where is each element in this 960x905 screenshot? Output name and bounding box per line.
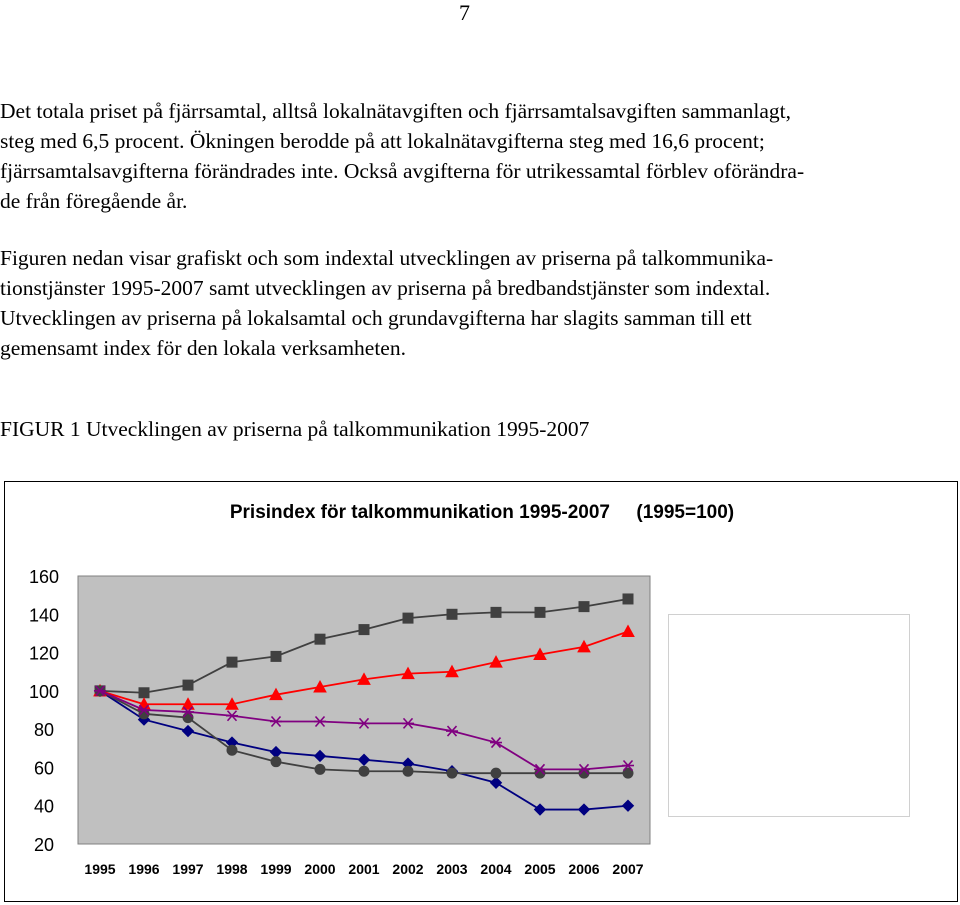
data-point bbox=[359, 625, 369, 635]
paragraph-line: Det totala priset på fjärrsamtal, alltså lokalnätavgiften och fjärrsamtalsavgiften sammanlagt, bbox=[0, 99, 792, 123]
data-point bbox=[403, 766, 413, 776]
data-point bbox=[183, 713, 193, 723]
paragraph-line: Figuren nedan visar grafiskt och som indextal utvecklingen av priserna på talkommunika- bbox=[0, 246, 774, 270]
x-tick-label: 2000 bbox=[304, 861, 336, 877]
data-point bbox=[491, 607, 501, 617]
data-point bbox=[623, 594, 633, 604]
y-tick-label: 140 bbox=[28, 605, 60, 626]
y-tick-label: 60 bbox=[33, 758, 55, 779]
y-tick-label: 160 bbox=[28, 567, 60, 587]
data-point bbox=[403, 613, 413, 623]
data-point bbox=[579, 602, 589, 612]
paragraph-line: de från föregående år. bbox=[0, 189, 188, 213]
data-point bbox=[227, 745, 237, 755]
data-point bbox=[139, 688, 149, 698]
data-point bbox=[491, 768, 501, 778]
data-point bbox=[535, 607, 545, 617]
paragraph-line: fjärrsamtalsavgifterna förändrades inte. Också avgifterna för utrikessamtal förblev oförändra- bbox=[0, 159, 805, 183]
data-point bbox=[447, 768, 457, 778]
paragraph-line: Utvecklingen av priserna på lokalsamtal och grundavgifterna har slagits samman till ett bbox=[0, 306, 752, 330]
data-point bbox=[271, 757, 281, 767]
y-tick-label: 20 bbox=[33, 835, 55, 855]
y-tick-label: 80 bbox=[33, 720, 55, 741]
data-point bbox=[447, 609, 457, 619]
data-point bbox=[183, 680, 193, 690]
x-tick-label: 2002 bbox=[392, 861, 424, 877]
y-tick-label: 120 bbox=[28, 643, 60, 664]
figure-caption: FIGUR 1 Utvecklingen av priserna på talkommunikation 1995-2007 bbox=[0, 417, 590, 441]
data-point bbox=[315, 764, 325, 774]
x-tick-label: 1995 bbox=[84, 861, 116, 877]
y-tick-label: 40 bbox=[33, 796, 55, 817]
x-tick-label: 2004 bbox=[480, 861, 512, 877]
paragraph-line: steg med 6,5 procent. Ökningen berodde på att lokalnätavgifterna steg med 16,6 procent; bbox=[0, 129, 765, 153]
data-point bbox=[359, 766, 369, 776]
x-tick-label: 1998 bbox=[216, 861, 248, 877]
x-axis bbox=[84, 861, 643, 877]
chart-title: Prisindex för talkommunikation 1995-2007 (1995=100) bbox=[229, 502, 735, 523]
x-tick-label: 2001 bbox=[348, 861, 380, 877]
x-tick-label: 2006 bbox=[568, 861, 600, 877]
x-tick-label: 2003 bbox=[436, 861, 468, 877]
paragraph-line: tionstjänster 1995-2007 samt utvecklingen av priserna på bredbandstjänster som indextal. bbox=[0, 276, 771, 300]
legend-box bbox=[668, 614, 910, 817]
data-point bbox=[271, 651, 281, 661]
x-tick-label: 1997 bbox=[172, 861, 204, 877]
data-point bbox=[315, 634, 325, 644]
y-axis bbox=[29, 567, 59, 855]
x-tick-label: 2005 bbox=[524, 861, 556, 877]
x-tick-label: 2007 bbox=[612, 861, 644, 877]
x-tick-label: 1996 bbox=[128, 861, 160, 877]
page-number: 7 bbox=[459, 0, 470, 25]
x-tick-label: 1999 bbox=[260, 861, 292, 877]
paragraph-line: gemensamt index för den lokala verksamheten. bbox=[0, 336, 406, 360]
y-tick-label: 100 bbox=[28, 681, 60, 702]
data-point bbox=[227, 657, 237, 667]
